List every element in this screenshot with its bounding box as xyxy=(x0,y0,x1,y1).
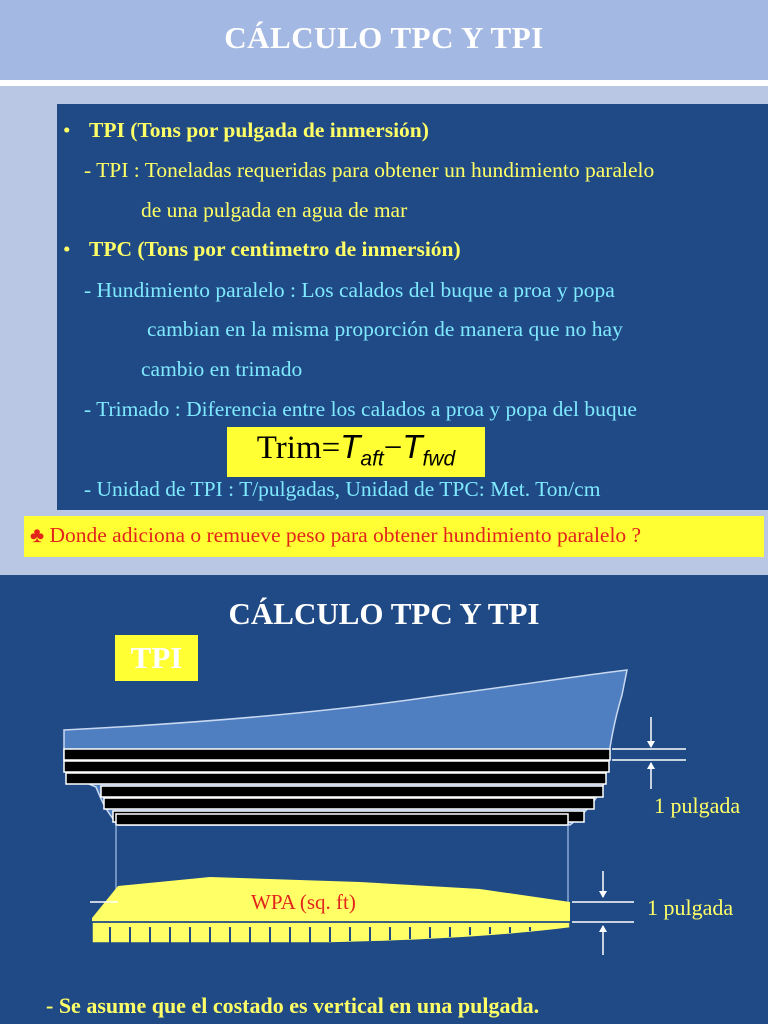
one-inch-label-top: 1 pulgada xyxy=(654,793,741,818)
arrow-head-icon xyxy=(647,741,655,748)
one-inch-label-bottom: 1 pulgada xyxy=(647,895,734,920)
hundimiento-line-2: cambian en la misma proporción de manera que no hay xyxy=(147,317,623,341)
formula-t-fwd: T xyxy=(402,428,423,465)
tpi-definition-line-1: - TPI : Toneladas requeridas para obtener un hundimiento paralelo xyxy=(84,158,655,182)
formula-equals: = xyxy=(321,430,341,466)
bullet-icon: • xyxy=(63,237,71,261)
footer-note: - Se asume que el costado es vertical en una pulgada. xyxy=(46,993,540,1018)
formula-fwd-subscript: fwd xyxy=(422,447,456,471)
waterline-slice xyxy=(66,773,606,784)
hull-diagram xyxy=(0,575,768,1024)
arrow-head-icon xyxy=(599,891,607,898)
question-text: Donde adiciona o remueve peso para obtener hundimiento paralelo ? xyxy=(49,523,642,547)
waterline-slice xyxy=(104,798,594,809)
tpc-bullet-item xyxy=(63,237,461,262)
formula-aft-subscript: aft xyxy=(360,447,384,471)
trim-formula-text xyxy=(227,428,485,472)
formula-t-aft: T xyxy=(340,428,361,465)
waterline-slice xyxy=(64,761,609,772)
header-divider xyxy=(0,80,768,86)
hundimiento-line-1: - Hundimiento paralelo : Los calados del buque a proa y popa xyxy=(84,278,615,302)
formula-minus: − xyxy=(383,430,403,466)
club-icon: ♣ xyxy=(30,523,45,547)
hundimiento-line-3: cambio en trimado xyxy=(141,357,303,381)
question-banner xyxy=(24,516,764,557)
tpi-label: TPI xyxy=(130,640,183,675)
waterline-slice xyxy=(116,814,568,825)
arrow-head-icon xyxy=(647,762,655,769)
bullet-icon: • xyxy=(63,118,71,142)
wpa-label: WPA (sq. ft) xyxy=(251,890,356,914)
trim-formula xyxy=(227,427,485,477)
waterline-slice xyxy=(64,749,610,760)
formula-lhs: Trim xyxy=(256,430,322,466)
question-text-row xyxy=(30,523,641,548)
tpi-bullet-item xyxy=(63,118,429,143)
waterline-slice xyxy=(101,786,603,797)
trimado-definition: - Trimado : Diferencia entre los calados a proa y popa del buque xyxy=(84,397,637,421)
slide-1-title: CÁLCULO TPC Y TPI xyxy=(224,20,544,55)
slide-2-title: CÁLCULO TPC Y TPI xyxy=(228,596,540,631)
slide-2 xyxy=(0,575,768,1024)
tpc-heading: TPC (Tons por centimetro de inmersión) xyxy=(89,237,461,261)
tpi-heading: TPI (Tons por pulgada de inmersión) xyxy=(89,118,429,142)
unidad-line: - Unidad de TPI : T/pulgadas, Unidad de TPC: Met. Ton/cm xyxy=(84,477,601,501)
tpi-definition-line-2: de una pulgada en agua de mar xyxy=(141,198,408,222)
arrow-head-icon xyxy=(599,925,607,932)
